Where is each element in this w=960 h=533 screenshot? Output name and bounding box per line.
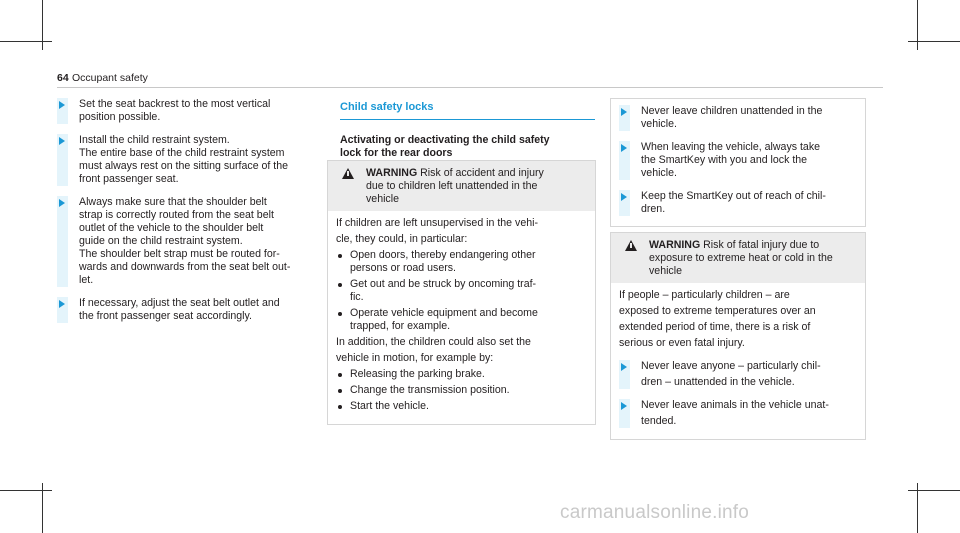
step-text-line: Set the seat backrest to the most vertical bbox=[79, 98, 271, 110]
crop-mark bbox=[908, 490, 960, 491]
warning-body bbox=[328, 211, 595, 424]
step-text-line: Never leave children unattended in the bbox=[641, 105, 823, 117]
warning-triangle-icon bbox=[342, 168, 354, 179]
crop-mark bbox=[0, 490, 52, 491]
step-text-line: the front passenger seat accordingly. bbox=[79, 310, 252, 322]
warning-text-line: extended period of time, there is a risk of bbox=[619, 321, 811, 333]
watermark: carmanualsonline.info bbox=[560, 502, 750, 523]
warning-head-text: due to children left unattended in the bbox=[366, 180, 538, 192]
left-column bbox=[57, 98, 319, 323]
step-text-line: dren – unattended in the vehicle. bbox=[641, 376, 795, 388]
step-text-line: The entire base of the child restraint system bbox=[79, 147, 285, 159]
arrow-bullet-icon bbox=[621, 144, 627, 152]
list-item: Get out and be struck by oncoming traf- fic. bbox=[336, 278, 587, 304]
step-text-line: tended. bbox=[641, 415, 677, 427]
warning-label: WARNING bbox=[366, 167, 418, 179]
warning-text-line: vehicle in motion, for example by: bbox=[336, 352, 494, 364]
warning-list bbox=[336, 368, 587, 413]
step-text-line: wards and downwards from the seat belt out- bbox=[79, 261, 291, 273]
instruction-step bbox=[619, 141, 857, 180]
instruction-step bbox=[57, 196, 319, 287]
instruction-step bbox=[57, 297, 319, 323]
list-item: Start the vehicle. bbox=[336, 400, 587, 413]
warning-text-line: serious or even fatal injury. bbox=[619, 337, 745, 349]
warning-header bbox=[611, 233, 865, 283]
arrow-bullet-icon bbox=[59, 300, 65, 308]
warning-head-text: Risk of fatal injury due to bbox=[703, 239, 820, 251]
instruction-step bbox=[57, 134, 319, 186]
step-text-line: front passenger seat. bbox=[79, 173, 179, 185]
step-text-line: vehicle. bbox=[641, 118, 677, 130]
arrow-bullet-icon bbox=[621, 193, 627, 201]
warning-list bbox=[336, 249, 587, 333]
step-text-line: vehicle. bbox=[641, 167, 677, 179]
warning-box-temperature bbox=[610, 232, 866, 440]
section-title: Child safety locks bbox=[340, 101, 595, 120]
step-text-line: guide on the child restraint system. bbox=[79, 235, 243, 247]
step-text-line: must always rest on the sitting surface of the bbox=[79, 160, 289, 172]
crop-mark bbox=[917, 0, 918, 50]
running-head: Occupant safety bbox=[72, 72, 148, 84]
warning-text-line: cle, they could, in particular: bbox=[336, 233, 468, 245]
step-text-line: The shoulder belt strap must be routed for- bbox=[79, 248, 280, 260]
list-item: Operate vehicle equipment and become trapped, for example. bbox=[336, 307, 587, 333]
warning-head-text: Risk of accident and injury bbox=[420, 167, 544, 179]
instruction-step bbox=[619, 190, 857, 216]
crop-mark bbox=[908, 41, 960, 42]
subsection-title-line: lock for the rear doors bbox=[340, 147, 453, 159]
list-item: Change the transmission position. bbox=[336, 384, 587, 397]
instructions-box bbox=[610, 98, 866, 227]
instruction-step bbox=[619, 105, 857, 131]
instruction-step bbox=[619, 399, 857, 428]
arrow-bullet-icon bbox=[59, 199, 65, 207]
header-rule bbox=[57, 87, 883, 88]
step-text-line: Never leave animals in the vehicle unat- bbox=[641, 399, 829, 411]
warning-box-children bbox=[327, 160, 596, 425]
step-text-line: outlet of the vehicle to the shoulder belt bbox=[79, 222, 264, 234]
step-text-line: If necessary, adjust the seat belt outlet and bbox=[79, 297, 280, 309]
step-text-line: Always make sure that the shoulder belt bbox=[79, 196, 267, 208]
arrow-bullet-icon bbox=[621, 363, 627, 371]
arrow-bullet-icon bbox=[621, 402, 627, 410]
warning-head-text: exposure to extreme heat or cold in the bbox=[649, 252, 833, 264]
warning-text-line: In addition, the children could also set the bbox=[336, 336, 531, 348]
crop-mark bbox=[0, 41, 52, 42]
warning-head-text: vehicle bbox=[649, 265, 682, 277]
step-text-line: Never leave anyone – particularly chil- bbox=[641, 360, 821, 372]
step-text-line: Install the child restraint system. bbox=[79, 134, 230, 146]
step-text-line: let. bbox=[79, 274, 94, 286]
step-text-line: When leaving the vehicle, always take bbox=[641, 141, 821, 153]
arrow-bullet-icon bbox=[59, 137, 65, 145]
subsection-title-line: Activating or deactivating the child safety bbox=[340, 134, 550, 146]
instruction-step bbox=[57, 98, 319, 124]
warning-head-text: vehicle bbox=[366, 193, 399, 205]
arrow-bullet-icon bbox=[621, 108, 627, 116]
arrow-bullet-icon bbox=[59, 101, 65, 109]
step-text-line: dren. bbox=[641, 203, 666, 215]
page-number: 64 bbox=[57, 72, 69, 84]
warning-text-line: If children are left unsupervised in the vehi- bbox=[336, 217, 538, 229]
step-text-line: position possible. bbox=[79, 111, 161, 123]
warning-triangle-icon bbox=[625, 240, 637, 251]
step-text-line: Keep the SmartKey out of reach of chil- bbox=[641, 190, 826, 202]
list-item: Releasing the parking brake. bbox=[336, 368, 587, 381]
warning-text-line: If people – particularly children – are bbox=[619, 289, 790, 301]
list-item: Open doors, thereby endangering other persons or road users. bbox=[336, 249, 587, 275]
warning-header bbox=[328, 161, 595, 211]
warning-body bbox=[611, 283, 865, 439]
warning-label: WARNING bbox=[649, 239, 701, 251]
crop-mark bbox=[42, 0, 43, 50]
step-text-line: the SmartKey with you and lock the bbox=[641, 154, 808, 166]
step-text-line: strap is correctly routed from the seat belt bbox=[79, 209, 274, 221]
instruction-step bbox=[619, 360, 857, 389]
subsection-title bbox=[340, 134, 595, 160]
warning-text-line: exposed to extreme temperatures over an bbox=[619, 305, 816, 317]
middle-column bbox=[340, 101, 595, 160]
